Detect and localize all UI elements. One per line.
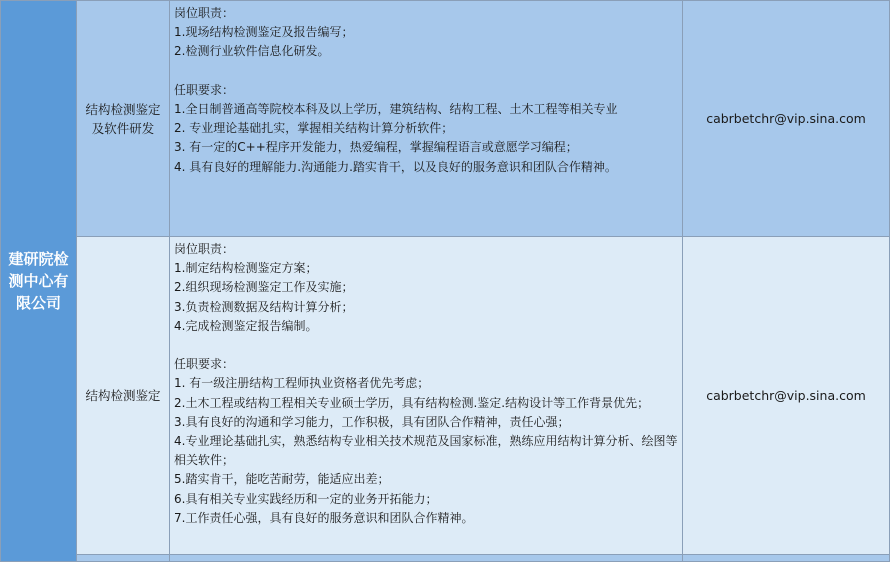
duty-item: 2.检测行业软件信息化研发。 [174, 44, 330, 59]
requirement-item: 3. 有一定的C++程序开发能力，热爱编程，掌握编程语言或意愿学习编程； [174, 140, 578, 155]
job-description [170, 1, 683, 237]
requirement-item: 4. 具有良好的理解能力.沟通能力.踏实肯干，以及良好的服务意识和团队合作精神。 [174, 159, 617, 174]
requirement-item: 5.踏实肯干，能吃苦耐劳，能适应出差； [174, 472, 390, 487]
duty-item: 3.负责检测数据及结构计算分析； [174, 299, 354, 314]
requirement-item: 3.具有良好的沟通和学习能力，工作积极，具有团队合作精神，责任心强； [174, 414, 570, 429]
duties-heading: 岗位职责： [174, 242, 235, 256]
position-title: 结构检测鉴定 [77, 237, 170, 555]
company-name: 建研院检测中心有限公司 [0, 1, 77, 562]
requirement-item: 6.具有相关专业实践经历和一定的业务开拓能力； [174, 491, 438, 506]
job-description [170, 237, 683, 555]
contact-email[interactable]: cabrbetchr@vip.sina.com [683, 237, 890, 555]
requirement-item: 4.专业理论基础扎实，熟悉结构专业相关技术规范及国家标准，熟练应用结构计算分析、绘图等相关软件； [174, 434, 678, 468]
requirement-item: 2. 专业理论基础扎实，掌握相关结构计算分析软件； [174, 121, 454, 136]
duty-item: 4.完成检测鉴定报告编制。 [174, 318, 318, 333]
requirement-item: 7.工作责任心强，具有良好的服务意识和团队合作精神。 [174, 510, 474, 525]
spacer [174, 336, 678, 355]
requirement-item: 1. 有一级注册结构工程师执业资格者优先考虑； [174, 376, 430, 391]
contact-email[interactable]: cabrbetchr@vip.sina.com [683, 1, 890, 237]
requirements-heading: 任职要求： [174, 357, 235, 372]
duty-item: 1.现场结构检测鉴定及报告编写； [174, 25, 354, 40]
requirement-item: 1.全日制普通高等院校本科及以上学历，建筑结构、结构工程、土木工程等相关专业 [174, 102, 618, 116]
spacer [174, 62, 678, 81]
position-title: 结构检测鉴定及软件研发 [77, 1, 170, 237]
duty-item: 2.组织现场检测鉴定工作及实施； [174, 280, 354, 295]
duties-heading: 岗位职责： [174, 6, 235, 20]
requirement-item: 2.土木工程或结构工程相关专业硕士学历，具有结构检测.鉴定.结构设计等工作背景优先； [174, 395, 650, 410]
duty-item: 1.制定结构检测鉴定方案； [174, 261, 318, 276]
requirements-heading: 任职要求： [174, 82, 235, 97]
